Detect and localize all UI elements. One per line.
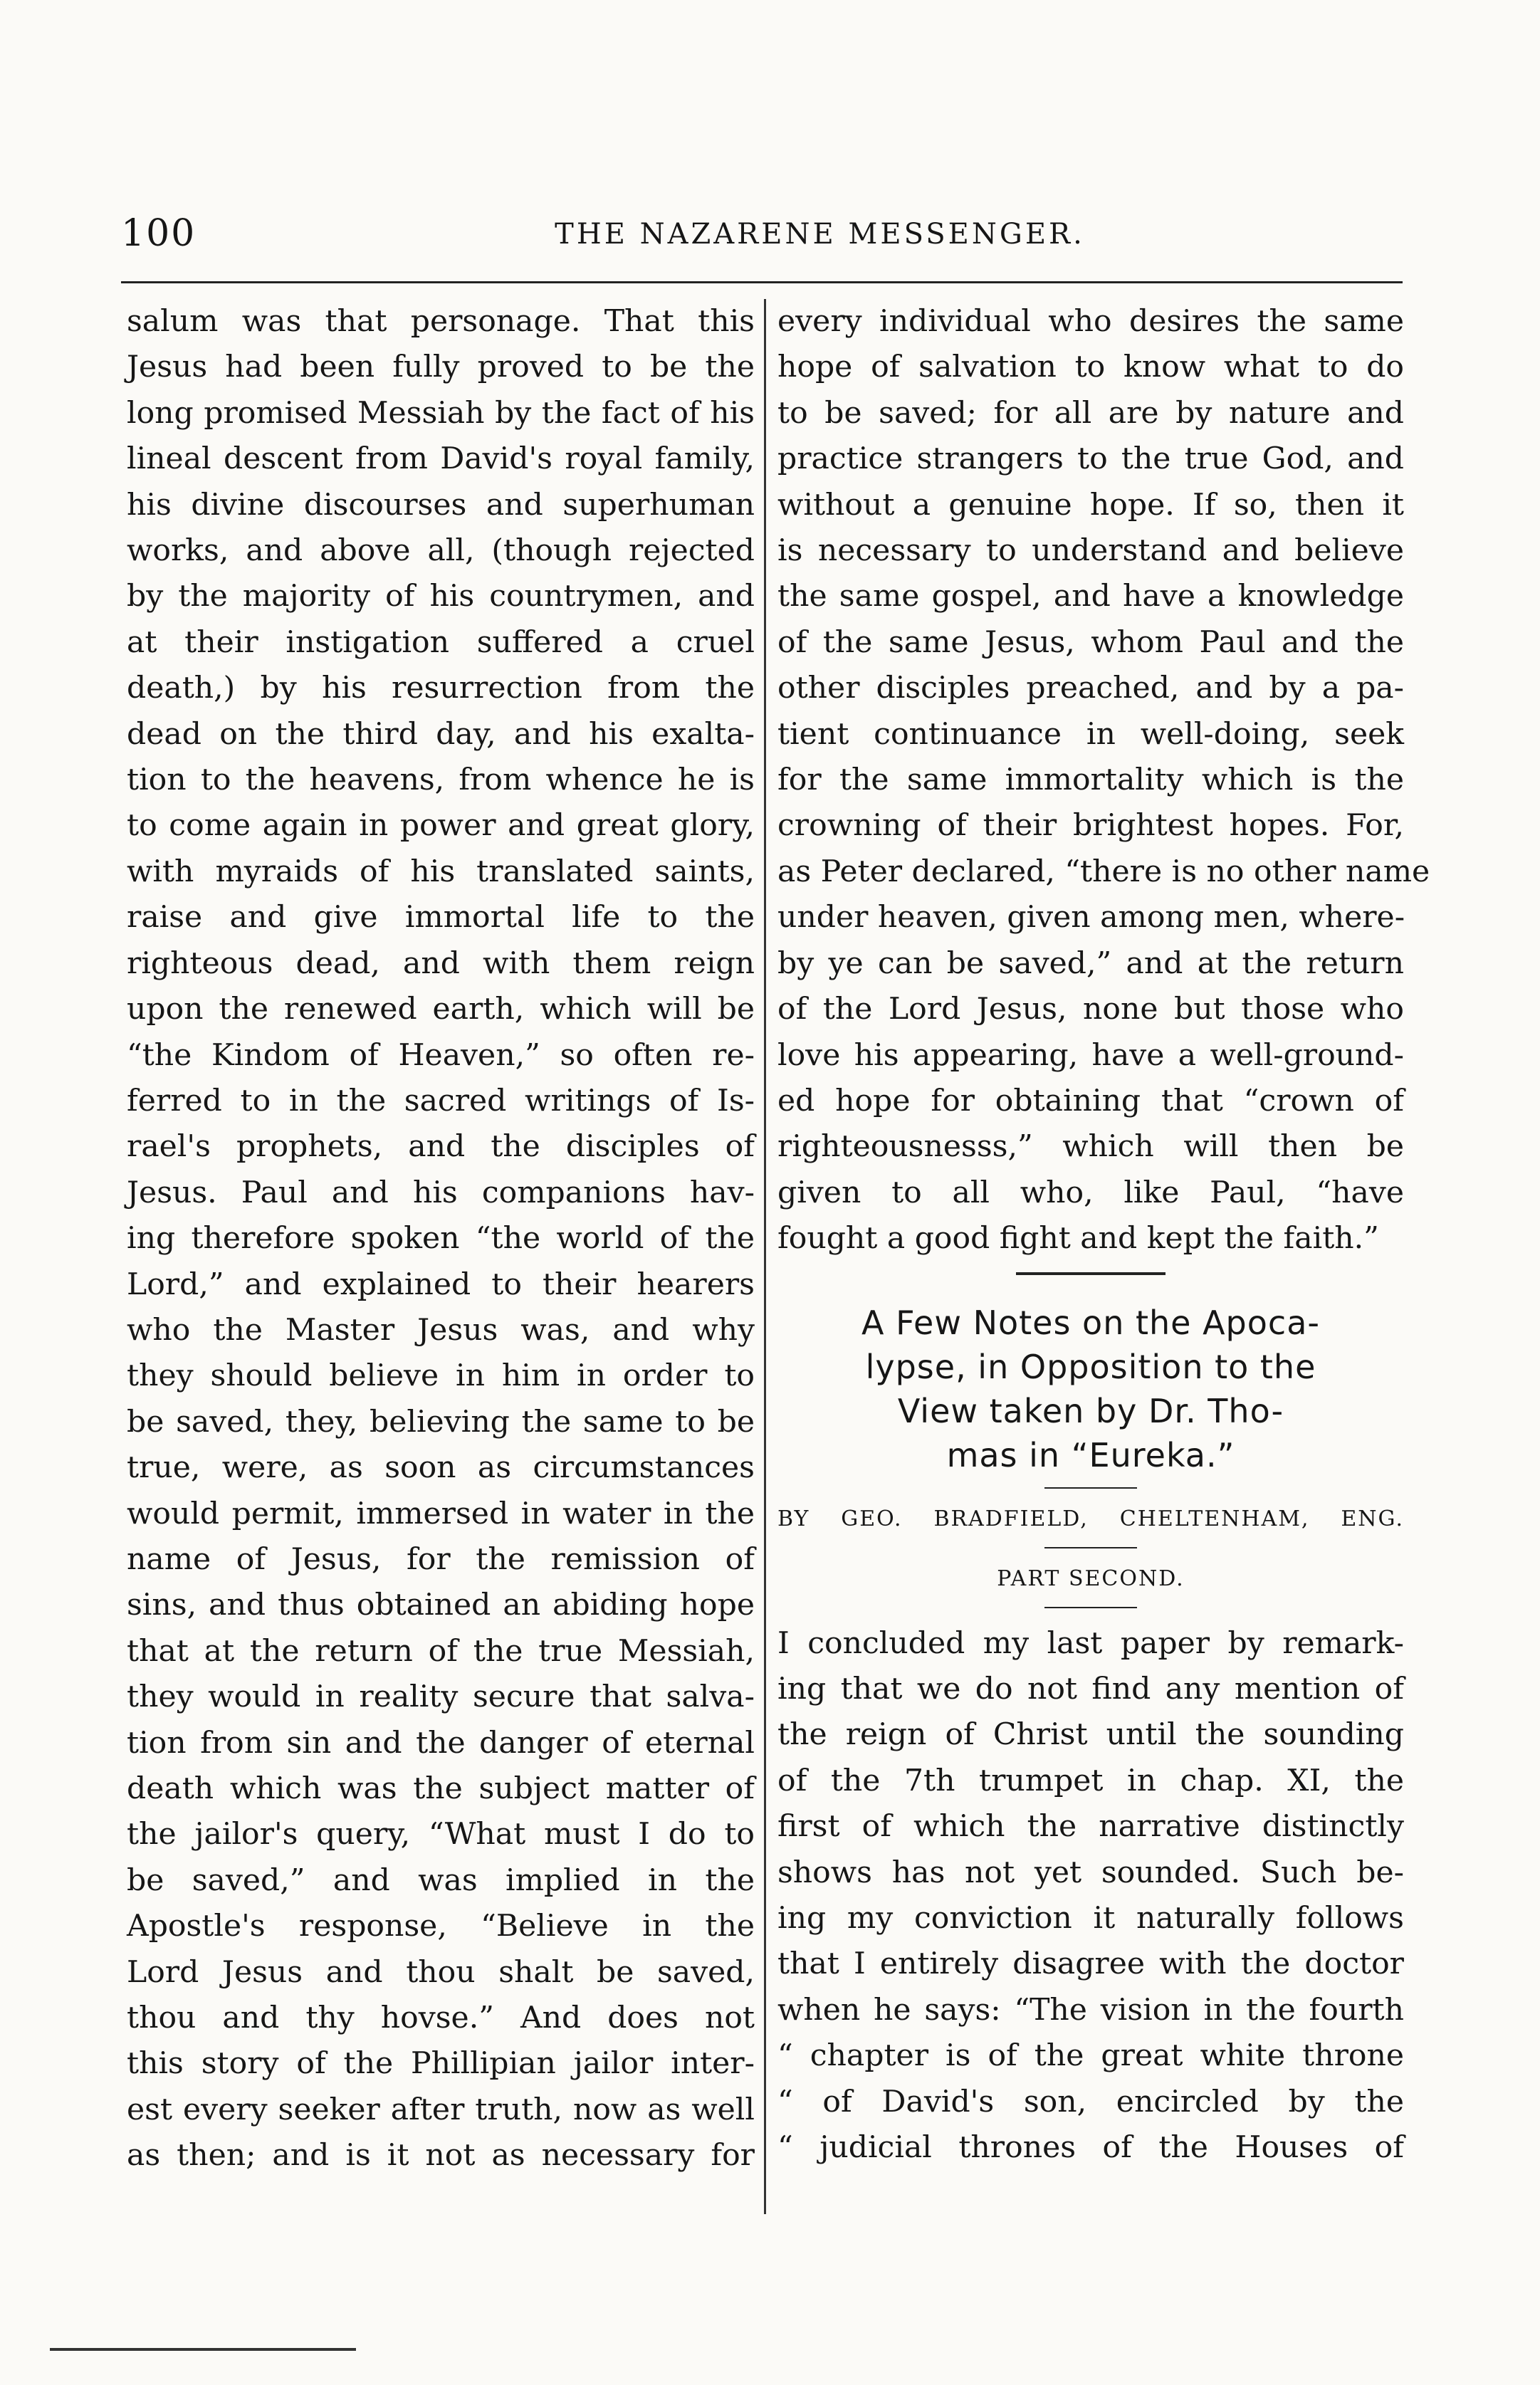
- text-line: this story of the Phillipian jailor inter-: [127, 2046, 755, 2082]
- article-title-line: A Few Notes on the Apoca-: [861, 1303, 1320, 1342]
- right-column-top-text: [777, 299, 1430, 1262]
- article-title: [777, 1301, 1404, 1477]
- text-line: est every seeker after truth, now as well: [127, 2092, 755, 2127]
- right-column-bottom-text: [777, 1621, 1404, 2171]
- text-line: rael's prophets, and the disciples of: [127, 1129, 755, 1165]
- text-line: raise and give immortal life to the: [127, 900, 755, 935]
- text-line: as Peter declared, “there is no other name: [777, 854, 1430, 889]
- article-title-line: View taken by Dr. Tho-: [897, 1391, 1284, 1430]
- text-line: crowning of their brightest hopes. For,: [777, 808, 1404, 844]
- text-line: would permit, immersed in water in the: [127, 1496, 755, 1531]
- text-line: “ chapter is of the great white throne: [777, 2038, 1404, 2074]
- text-line: “ of David's son, encircled by the: [777, 2084, 1404, 2119]
- text-line: I concluded my last paper by remark-: [777, 1625, 1404, 1661]
- text-line: every individual who desires the same: [777, 304, 1404, 339]
- text-line: lineal descent from David's royal family,: [127, 441, 755, 477]
- text-line: righteousnesss,” which will then be: [777, 1129, 1404, 1165]
- text-line: the reign of Christ until the sounding: [777, 1717, 1404, 1753]
- text-line: hope of salvation to know what to do: [777, 350, 1404, 385]
- text-line: of the Lord Jesus, none but those who: [777, 992, 1404, 1027]
- text-line: other disciples preached, and by a pa-: [777, 671, 1404, 706]
- text-line: sins, and thus obtained an abiding hope: [127, 1588, 755, 1623]
- text-line: when he says: “The vision in the fourth: [777, 1992, 1404, 2028]
- text-line: righteous dead, and with them reign: [127, 945, 755, 981]
- bottom-mark: [50, 2348, 356, 2351]
- text-line: death which was the subject matter of: [127, 1771, 755, 1806]
- byline-divider: [1044, 1547, 1137, 1548]
- text-line: true, were, as soon as circumstances: [127, 1450, 755, 1486]
- left-column: [127, 299, 755, 2179]
- text-line: with myraids of his translated saints,: [127, 854, 755, 889]
- text-line: his divine discourses and superhuman: [127, 487, 755, 523]
- byline: BY GEO. BRADFIELD, CHELTENHAM, ENG.: [777, 1506, 1404, 1531]
- text-line: ferred to in the sacred writings of Is-: [127, 1083, 755, 1118]
- text-line: shows has not yet sounded. Such be-: [777, 1855, 1404, 1890]
- text-line: at their instigation suffered a cruel: [127, 624, 755, 660]
- text-line: of the 7th trumpet in chap. XI, the: [777, 1763, 1404, 1798]
- article-title-line: mas in “Eureka.”: [946, 1435, 1235, 1474]
- text-line: under heaven, given among men, where-: [777, 900, 1405, 935]
- text-line: practice strangers to the true God, and: [777, 441, 1404, 477]
- text-line: ing therefore spoken “the world of the: [127, 1221, 755, 1257]
- running-title: THE NAZARENE MESSENGER.: [555, 218, 1085, 251]
- text-line: as then; and is it not as necessary for: [127, 2138, 755, 2174]
- text-line: name of Jesus, for the remission of: [127, 1541, 755, 1577]
- text-line: Lord,” and explained to their hearers: [127, 1267, 755, 1302]
- text-line: first of which the narrative distinctly: [777, 1809, 1404, 1845]
- text-line: who the Master Jesus was, and why: [127, 1312, 755, 1348]
- text-line: fought a good fight and kept the faith.”: [777, 1221, 1379, 1257]
- text-line: ing that we do not find any mention of: [777, 1671, 1404, 1707]
- text-line: they should believe in him in order to: [127, 1358, 755, 1394]
- text-line: they would in reality secure that salva-: [127, 1679, 755, 1715]
- page-number: 100: [121, 212, 197, 255]
- article-title-line: lypse, in Opposition to the: [865, 1347, 1316, 1386]
- text-line: thou and thy hovse.” And does not: [127, 2001, 755, 2036]
- text-line: upon the renewed earth, which will be: [127, 992, 755, 1027]
- text-line: love his appearing, have a well-ground-: [777, 1037, 1404, 1073]
- text-line: by ye can be saved,” and at the return: [777, 945, 1404, 981]
- text-line: ed hope for obtaining that “crown of: [777, 1083, 1404, 1118]
- text-line: be saved, they, believing the same to be: [127, 1404, 755, 1440]
- text-line: long promised Messiah by the fact of his: [127, 395, 755, 431]
- text-line: of the same Jesus, whom Paul and the: [777, 624, 1404, 660]
- part-divider: [1044, 1607, 1137, 1608]
- text-line: to be saved; for all are by nature and: [777, 395, 1404, 431]
- text-line: Apostle's response, “Believe in the: [127, 1909, 755, 1944]
- text-line: that I entirely disagree with the doctor: [777, 1946, 1404, 1982]
- text-line: that at the return of the true Messiah,: [127, 1633, 755, 1669]
- text-line: the jailor's query, “What must I do to: [127, 1817, 755, 1852]
- title-divider: [1044, 1487, 1137, 1489]
- text-line: “the Kindom of Heaven,” so often re-: [127, 1037, 755, 1073]
- text-line: salum was that personage. That this: [127, 304, 755, 339]
- text-line: the same gospel, and have a knowledge: [777, 579, 1404, 614]
- text-line: tient continuance in well-doing, seek: [777, 716, 1404, 752]
- header-rule: [121, 281, 1403, 283]
- text-line: Jesus. Paul and his companions hav-: [127, 1175, 755, 1210]
- text-line: to come again in power and great glory,: [127, 808, 755, 844]
- text-line: dead on the third day, and his exalta-: [127, 716, 755, 752]
- text-line: works, and above all, (though rejected: [127, 533, 755, 569]
- column-divider: [764, 299, 766, 2214]
- text-line: “ judicial thrones of the Houses of: [777, 2130, 1404, 2165]
- right-column: [777, 299, 1430, 2171]
- text-line: for the same immortality which is the: [777, 762, 1404, 798]
- part-heading: PART SECOND.: [997, 1566, 1185, 1591]
- text-line: by the majority of his countrymen, and: [127, 579, 755, 614]
- text-line: is necessary to understand and believe: [777, 533, 1404, 569]
- text-line: without a genuine hope. If so, then it: [777, 487, 1404, 523]
- text-line: given to all who, like Paul, “have: [777, 1175, 1404, 1210]
- text-line: tion to the heavens, from whence he is: [127, 762, 755, 798]
- text-line: tion from sin and the danger of eternal: [127, 1725, 755, 1761]
- text-line: Lord Jesus and thou shalt be saved,: [127, 1954, 755, 1990]
- text-line: death,) by his resurrection from the: [127, 671, 755, 706]
- title-rule: [1016, 1272, 1166, 1275]
- text-line: ing my conviction it naturally follows: [777, 1900, 1404, 1936]
- text-line: be saved,” and was implied in the: [127, 1862, 755, 1898]
- text-line: Jesus had been fully proved to be the: [127, 350, 755, 385]
